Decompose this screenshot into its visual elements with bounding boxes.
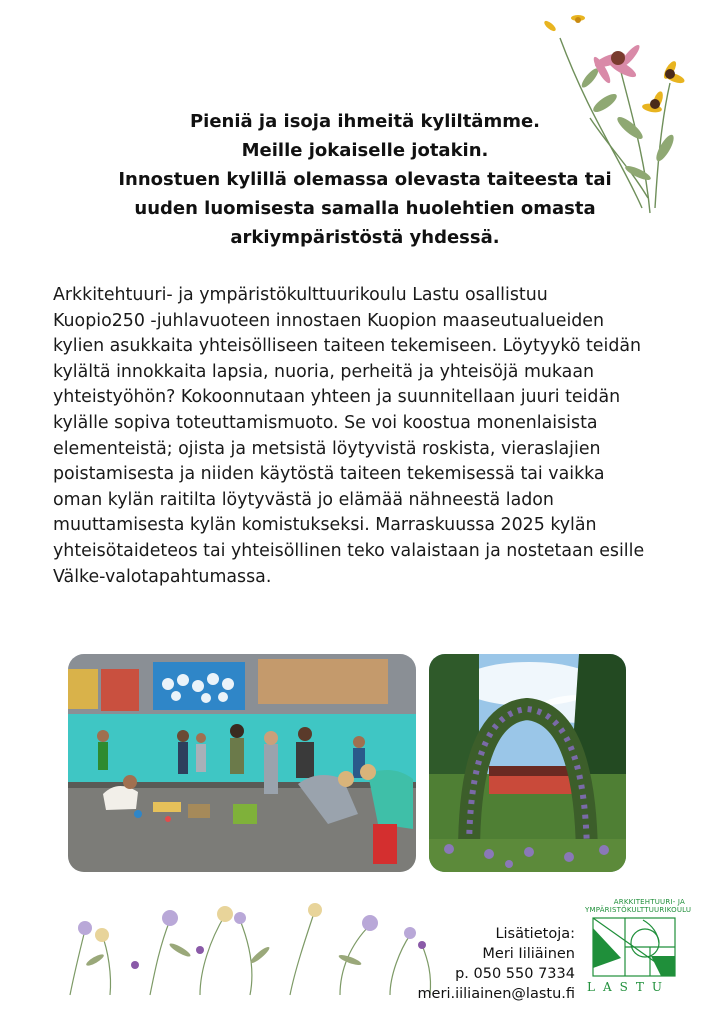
body-line: kylältä innokkaita lapsia, nuoria, perheitä ja yhteisöjä mukaan [53, 361, 595, 382]
body-line: oman kylän raitilta löytyvästä jo elämää nähneestä ladon [53, 489, 554, 510]
logo-line: ARKKITEHTUURI- JA [613, 898, 685, 906]
body-line: elementeistä; ojista ja metsistä löytyvistä roskista, vieraslajien [53, 438, 601, 459]
body-line: poistamisesta ja niiden käytöstä taiteen tekemisessä tai vaikka [53, 464, 605, 485]
photo-flower-arch [429, 654, 626, 872]
headline-line: Pieniä ja isoja ihmeitä kyliltämme. [189, 111, 541, 132]
photo-wall-painting [68, 654, 416, 872]
lastu-logo [585, 898, 692, 998]
contact-phone: p. 050 550 7334 [455, 966, 575, 982]
contact-info [405, 924, 575, 1004]
headline-line: arkiympäristöstä yhdessä. [230, 227, 500, 248]
contact-label: Lisätietoja: [495, 926, 575, 942]
body-line: Välke-valotapahtumassa. [53, 566, 272, 587]
contact-email: meri.iiliainen@lastu.fi [417, 986, 575, 1002]
body-line: Kuopio250 -juhlavuoteen innostaen Kuopion maaseutualueiden [53, 310, 605, 331]
body-line: kylien asukkaita yhteisölliseen taiteen tekemiseen. Löytyykö teidän [53, 336, 642, 357]
logo-wordmark: LASTU [587, 980, 670, 994]
body-line: yhteistyöhön? Kokoonnutaan yhteen ja suunnitellaan juuri teidän [53, 387, 621, 408]
contact-name: Meri Iiliäinen [482, 946, 575, 962]
body-line: kylälle sopiva toteuttamismuoto. Se voi koostua monenlaisista [53, 412, 598, 433]
logo-line: YMPÄRISTÖKULTTUURIKOULU [585, 906, 692, 914]
body-line: yhteisötaideteos tai yhteisöllinen teko valaistaan ja nostetaan esille [53, 540, 645, 561]
headline-line: Meille jokaiselle jotakin. [241, 140, 489, 161]
body-line: Arkkitehtuuri- ja ympäristökulttuurikoulu Lastu osallistuu [53, 285, 548, 305]
headline-line: Innostuen kylillä olemassa olevasta taiteesta tai [118, 169, 612, 190]
body-paragraph [53, 283, 683, 590]
headline [80, 107, 650, 252]
body-line: muuttamisesta kylän komistukseksi. Marraskuussa 2025 kylän [53, 515, 597, 536]
headline-line: uuden luomisesta samalla huolehtien omasta [134, 198, 596, 219]
